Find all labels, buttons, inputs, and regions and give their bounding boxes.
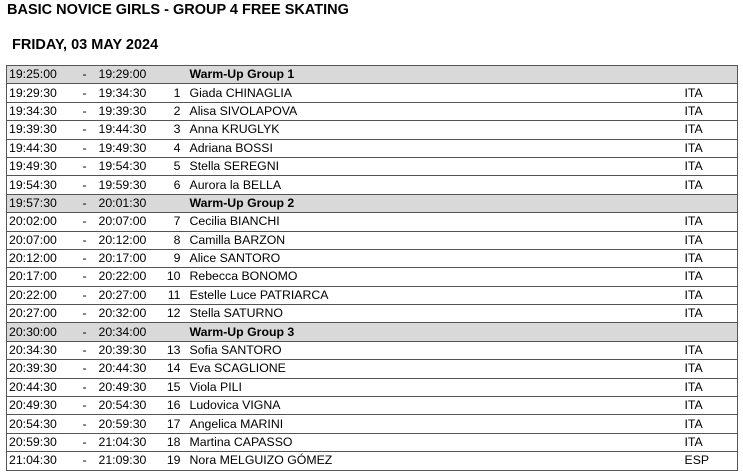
start-time: 19:34:30 bbox=[7, 102, 71, 120]
skater-name: Anna KRUGLYK bbox=[185, 121, 685, 139]
skater-name: Alice SANTORO bbox=[185, 249, 685, 267]
start-number: 11 bbox=[167, 286, 185, 304]
end-time: 20:34:00 bbox=[99, 323, 167, 341]
end-time: 20:12:00 bbox=[99, 231, 167, 249]
nation-code: ITA bbox=[685, 415, 738, 433]
schedule-table bbox=[6, 65, 738, 471]
nation-code: ITA bbox=[685, 176, 738, 194]
nation-code: ITA bbox=[685, 157, 738, 175]
nation-code: ITA bbox=[685, 84, 738, 102]
warmup-group-label: Warm-Up Group 2 bbox=[185, 194, 685, 212]
skater-row bbox=[7, 139, 738, 157]
skater-row bbox=[7, 231, 738, 249]
start-number: 13 bbox=[167, 341, 185, 359]
start-number bbox=[167, 323, 185, 341]
start-time: 20:02:00 bbox=[7, 213, 71, 231]
time-separator: - bbox=[71, 433, 99, 451]
skater-row bbox=[7, 249, 738, 267]
start-number: 3 bbox=[167, 121, 185, 139]
start-number: 2 bbox=[167, 102, 185, 120]
skater-name: Aurora la BELLA bbox=[185, 176, 685, 194]
skater-row bbox=[7, 84, 738, 102]
start-time: 20:44:30 bbox=[7, 378, 71, 396]
skater-row bbox=[7, 102, 738, 120]
end-time: 19:49:30 bbox=[99, 139, 167, 157]
skater-name: Eva SCAGLIONE bbox=[185, 360, 685, 378]
start-time: 20:07:00 bbox=[7, 231, 71, 249]
start-number: 18 bbox=[167, 433, 185, 451]
time-separator: - bbox=[71, 194, 99, 212]
warmup-group-row bbox=[7, 194, 738, 212]
start-time: 19:39:30 bbox=[7, 121, 71, 139]
start-time: 20:12:00 bbox=[7, 249, 71, 267]
end-time: 19:54:30 bbox=[99, 157, 167, 175]
end-time: 20:39:30 bbox=[99, 341, 167, 359]
start-number: 9 bbox=[167, 249, 185, 267]
start-number: 19 bbox=[167, 452, 185, 470]
skater-row bbox=[7, 213, 738, 231]
start-time: 20:27:00 bbox=[7, 305, 71, 323]
schedule-body bbox=[7, 66, 738, 471]
start-time: 20:59:30 bbox=[7, 433, 71, 451]
start-number bbox=[167, 66, 185, 84]
end-time: 20:01:30 bbox=[99, 194, 167, 212]
start-number: 4 bbox=[167, 139, 185, 157]
skater-name: Martina CAPASSO bbox=[185, 433, 685, 451]
warmup-group-row bbox=[7, 66, 738, 84]
end-time: 20:32:00 bbox=[99, 305, 167, 323]
start-number: 6 bbox=[167, 176, 185, 194]
end-time: 19:34:30 bbox=[99, 84, 167, 102]
warmup-group-label: Warm-Up Group 3 bbox=[185, 323, 685, 341]
nation-code: ITA bbox=[685, 231, 738, 249]
skater-row bbox=[7, 360, 738, 378]
skater-name: Stella SEREGNI bbox=[185, 157, 685, 175]
time-separator: - bbox=[71, 323, 99, 341]
skater-name: Sofia SANTORO bbox=[185, 341, 685, 359]
time-separator: - bbox=[71, 139, 99, 157]
start-time: 19:54:30 bbox=[7, 176, 71, 194]
nation-code: ITA bbox=[685, 378, 738, 396]
time-separator: - bbox=[71, 84, 99, 102]
start-time: 19:49:30 bbox=[7, 157, 71, 175]
end-time: 20:27:00 bbox=[99, 286, 167, 304]
time-separator: - bbox=[71, 102, 99, 120]
end-time: 21:09:30 bbox=[99, 452, 167, 470]
start-time: 20:54:30 bbox=[7, 415, 71, 433]
skater-row bbox=[7, 305, 738, 323]
end-time: 20:54:30 bbox=[99, 397, 167, 415]
start-number: 8 bbox=[167, 231, 185, 249]
nation-code: ITA bbox=[685, 397, 738, 415]
nation-code: ITA bbox=[685, 341, 738, 359]
nation-code: ITA bbox=[685, 139, 738, 157]
skater-name: Ludovica VIGNA bbox=[185, 397, 685, 415]
skater-row bbox=[7, 452, 738, 470]
time-separator: - bbox=[71, 268, 99, 286]
page-title: BASIC NOVICE GIRLS - GROUP 4 FREE SKATING bbox=[7, 2, 349, 18]
start-time: 20:34:30 bbox=[7, 341, 71, 359]
start-time: 20:49:30 bbox=[7, 397, 71, 415]
skater-name: Alisa SIVOLAPOVA bbox=[185, 102, 685, 120]
start-time: 20:39:30 bbox=[7, 360, 71, 378]
start-number: 15 bbox=[167, 378, 185, 396]
end-time: 20:07:00 bbox=[99, 213, 167, 231]
time-separator: - bbox=[71, 305, 99, 323]
warmup-group-row bbox=[7, 323, 738, 341]
end-time: 20:59:30 bbox=[99, 415, 167, 433]
skater-row bbox=[7, 397, 738, 415]
end-time: 19:39:30 bbox=[99, 102, 167, 120]
skater-row bbox=[7, 341, 738, 359]
skater-row bbox=[7, 415, 738, 433]
end-time: 19:59:30 bbox=[99, 176, 167, 194]
time-separator: - bbox=[71, 249, 99, 267]
end-time: 20:22:00 bbox=[99, 268, 167, 286]
start-number: 1 bbox=[167, 84, 185, 102]
schedule-date: FRIDAY, 03 MAY 2024 bbox=[12, 37, 159, 53]
start-time: 19:29:30 bbox=[7, 84, 71, 102]
start-number: 17 bbox=[167, 415, 185, 433]
nation-code: ITA bbox=[685, 102, 738, 120]
skater-name: Camilla BARZON bbox=[185, 231, 685, 249]
skater-name: Angelica MARINI bbox=[185, 415, 685, 433]
skater-name: Estelle Luce PATRIARCA bbox=[185, 286, 685, 304]
end-time: 19:29:00 bbox=[99, 66, 167, 84]
nation-code: ITA bbox=[685, 305, 738, 323]
skater-row bbox=[7, 268, 738, 286]
skater-row bbox=[7, 433, 738, 451]
nation-code bbox=[685, 194, 738, 212]
skater-name: Adriana BOSSI bbox=[185, 139, 685, 157]
nation-code: ITA bbox=[685, 286, 738, 304]
start-time: 19:25:00 bbox=[7, 66, 71, 84]
start-number: 7 bbox=[167, 213, 185, 231]
nation-code: ITA bbox=[685, 249, 738, 267]
nation-code: ITA bbox=[685, 360, 738, 378]
nation-code bbox=[685, 323, 738, 341]
nation-code: ITA bbox=[685, 268, 738, 286]
nation-code: ITA bbox=[685, 121, 738, 139]
nation-code: ITA bbox=[685, 213, 738, 231]
time-separator: - bbox=[71, 66, 99, 84]
time-separator: - bbox=[71, 121, 99, 139]
time-separator: - bbox=[71, 213, 99, 231]
start-number: 5 bbox=[167, 157, 185, 175]
start-time: 20:17:00 bbox=[7, 268, 71, 286]
end-time: 20:49:30 bbox=[99, 378, 167, 396]
time-separator: - bbox=[71, 452, 99, 470]
warmup-group-label: Warm-Up Group 1 bbox=[185, 66, 685, 84]
skater-row bbox=[7, 286, 738, 304]
skater-row bbox=[7, 121, 738, 139]
start-time: 19:44:30 bbox=[7, 139, 71, 157]
time-separator: - bbox=[71, 378, 99, 396]
start-number: 14 bbox=[167, 360, 185, 378]
skater-name: Giada CHINAGLIA bbox=[185, 84, 685, 102]
skater-name: Nora MELGUIZO GÓMEZ bbox=[185, 452, 685, 470]
start-number: 12 bbox=[167, 305, 185, 323]
time-separator: - bbox=[71, 231, 99, 249]
nation-code: ESP bbox=[685, 452, 738, 470]
nation-code bbox=[685, 66, 738, 84]
time-separator: - bbox=[71, 286, 99, 304]
start-number: 10 bbox=[167, 268, 185, 286]
skater-row bbox=[7, 176, 738, 194]
time-separator: - bbox=[71, 415, 99, 433]
end-time: 19:44:30 bbox=[99, 121, 167, 139]
end-time: 21:04:30 bbox=[99, 433, 167, 451]
start-time: 19:57:30 bbox=[7, 194, 71, 212]
end-time: 20:17:00 bbox=[99, 249, 167, 267]
time-separator: - bbox=[71, 157, 99, 175]
start-number bbox=[167, 194, 185, 212]
start-time: 20:22:00 bbox=[7, 286, 71, 304]
time-separator: - bbox=[71, 176, 99, 194]
skater-row bbox=[7, 378, 738, 396]
nation-code: ITA bbox=[685, 433, 738, 451]
time-separator: - bbox=[71, 397, 99, 415]
skater-name: Cecilia BIANCHI bbox=[185, 213, 685, 231]
time-separator: - bbox=[71, 360, 99, 378]
skater-name: Viola PILI bbox=[185, 378, 685, 396]
start-time: 21:04:30 bbox=[7, 452, 71, 470]
skater-name: Rebecca BONOMO bbox=[185, 268, 685, 286]
skater-name: Stella SATURNO bbox=[185, 305, 685, 323]
time-separator: - bbox=[71, 341, 99, 359]
end-time: 20:44:30 bbox=[99, 360, 167, 378]
skater-row bbox=[7, 157, 738, 175]
start-number: 16 bbox=[167, 397, 185, 415]
start-time: 20:30:00 bbox=[7, 323, 71, 341]
